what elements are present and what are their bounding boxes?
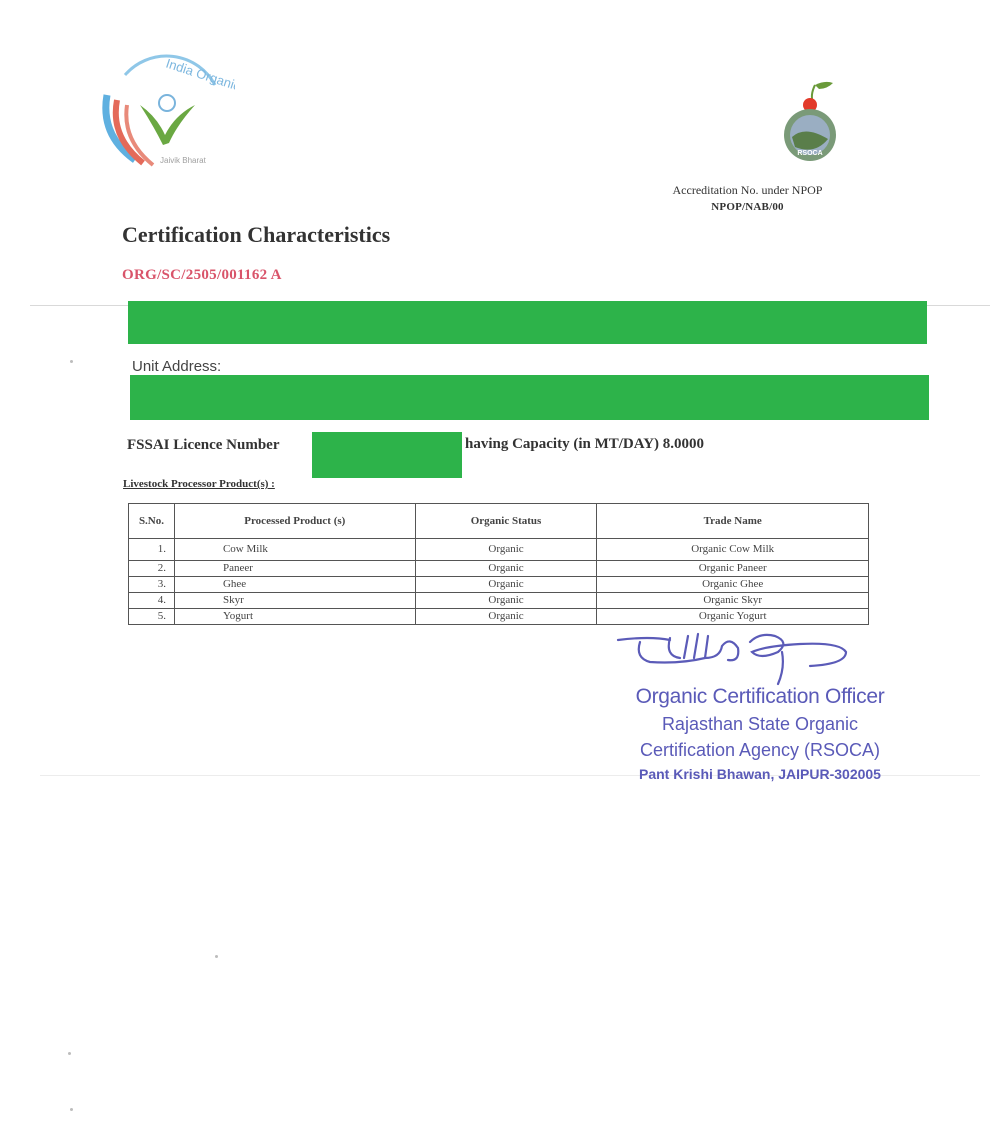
certificate-number: ORG/SC/2505/001162 A [122, 267, 282, 283]
cell-status: Organic [415, 539, 597, 561]
column-header-sno: S.No. [129, 504, 175, 539]
cell-sno: 1. [129, 539, 175, 561]
cell-trade-name: Organic Cow Milk [597, 539, 869, 561]
rsoca-logo [775, 75, 845, 170]
column-header-product: Processed Product (s) [174, 504, 415, 539]
capacity-text: having Capacity (in MT/DAY) 8.0000 [465, 436, 705, 452]
cell-product: Paneer [174, 561, 415, 577]
cell-sno: 4. [129, 593, 175, 609]
products-table [128, 503, 869, 625]
cell-product: Skyr [174, 593, 415, 609]
stamp-address: Pant Krishi Bhawan, JAIPUR-302005 [639, 766, 881, 782]
column-header-status: Organic Status [415, 504, 597, 539]
section-heading: Livestock Processor Product(s) : [123, 478, 275, 490]
cell-trade-name: Organic Paneer [597, 561, 869, 577]
table-row [129, 593, 869, 609]
scan-speck [68, 1052, 71, 1055]
stamp-agency-line2: Certification Agency (RSOCA) [639, 740, 881, 760]
table-row [129, 561, 869, 577]
cell-product: Ghee [174, 577, 415, 593]
scan-speck [70, 360, 73, 363]
cell-trade-name: Organic Skyr [597, 593, 869, 609]
page-title: Certification Characteristics [122, 222, 391, 247]
cell-sno: 3. [129, 577, 175, 593]
table-row [129, 577, 869, 593]
table-row [129, 609, 869, 625]
column-header-trade-name: Trade Name [597, 504, 869, 539]
cell-trade-name: Organic Ghee [597, 577, 869, 593]
redacted-name-block [128, 301, 927, 344]
signature [610, 628, 860, 688]
table-header-row [129, 504, 869, 539]
cell-status: Organic [415, 609, 597, 625]
cell-product: Cow Milk [174, 539, 415, 561]
cell-status: Organic [415, 561, 597, 577]
accreditation-number: NPOP/NAB/00 [711, 201, 784, 213]
stamp-title: Organic Certification Officer [635, 685, 885, 708]
cell-status: Organic [415, 577, 597, 593]
accreditation-label: Accreditation No. under NPOP [672, 183, 823, 197]
cell-status: Organic [415, 593, 597, 609]
redacted-address-block [130, 375, 929, 420]
logo-text: India Organic [164, 55, 235, 94]
cell-trade-name: Organic Yogurt [597, 609, 869, 625]
logo-subtext: Jaivik Bharat [160, 156, 206, 165]
scan-speck [70, 1108, 73, 1111]
logo-text: RSOCA [797, 150, 823, 157]
scan-speck [215, 955, 218, 958]
stamp-agency-line1: Rajasthan State Organic [661, 714, 859, 734]
cell-sno: 2. [129, 561, 175, 577]
accreditation-block [640, 182, 855, 216]
india-organic-logo [95, 45, 235, 180]
fssai-label: FSSAI Licence Number [127, 437, 280, 453]
unit-address-label: Unit Address: [132, 358, 222, 375]
cell-sno: 5. [129, 609, 175, 625]
table-row [129, 539, 869, 561]
cell-product: Yogurt [174, 609, 415, 625]
officer-stamp [600, 683, 920, 785]
redacted-fssai-number [312, 432, 462, 478]
